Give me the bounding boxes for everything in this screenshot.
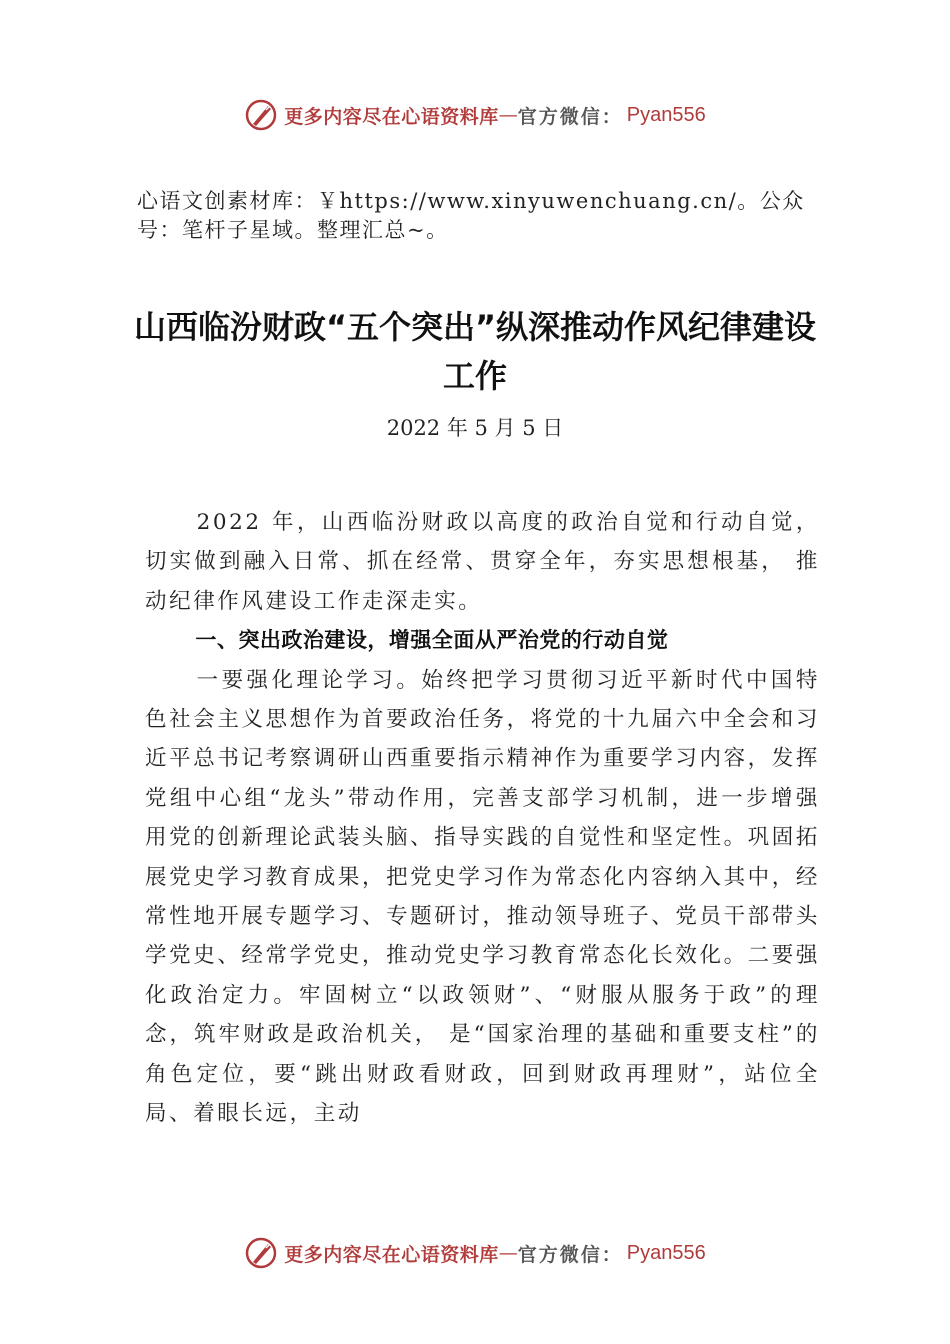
banner-wechat-label: 官方微信： [517, 105, 623, 128]
banner-main-text: 更多内容尽在心语资料库 [284, 105, 499, 128]
document-date: 2022 年 5 月 5 日 [386, 416, 564, 440]
bottom-banner [0, 1233, 950, 1273]
document-body [145, 503, 820, 1134]
top-banner [0, 95, 950, 135]
banner-wechat-label: 官方微信： [517, 1243, 623, 1266]
document-title: 山西临汾财政“五个突出”纵深推动作风纪律建设工作 [133, 308, 817, 395]
section-paragraph: 一要强化理论学习。始终把学习贯彻习近平新时代中国特色社会主义思想作为首要政治任务，将党的十九届六中全会和习近平总书记考察调研山西重要指示精神作为重要学习内容，发挥党组中心组“龙头”带动作用，完善支部学习机制，进一步增强用党的创新理论武装头脑、指导实践的自觉性和坚定性。巩固拓展党史学习教育成果，把党史学习作为常态化内容纳入其中，经常性地开展专题学习、专题研讨，推动领导班子、党员干部带头学党史、经常学党史，推动党史学习教育常态化长效化。二要强化政治定力。牢固树立“以政领财”、“财服从服务于政”的理念，筑牢财政是政治机关， 是“国家治理的基础和重要支柱”的角色定位，要“跳出财政看财政，回到财政再理财”，站位全局、着眼长远，主动 [145, 667, 820, 1127]
banner-wechat-id: Pyan556 [626, 103, 706, 126]
intro-paragraph: 2022 年，山西临汾财政以高度的政治自觉和行动自觉，切实做到融入日常、抓在经常、贯穿全年，夯实思想根基， 推动纪律作风建设工作走深走实。 [145, 510, 820, 614]
source-note: 心语文创素材库：￥https://www.xinyuwenchuang.cn/。公众号：笔杆子星域。整理汇总~。 [137, 189, 805, 242]
banner-main-text: 更多内容尽在心语资料库 [284, 1243, 499, 1266]
pen-quill-seal-icon [244, 98, 278, 132]
banner-separator: — [498, 104, 518, 126]
banner-separator: — [498, 1242, 518, 1264]
banner-wechat-id: Pyan556 [626, 1241, 706, 1264]
section-heading: 一、突出政治建设，增强全面从严治党的行动自觉 [195, 628, 669, 653]
pen-quill-seal-icon [244, 1236, 278, 1270]
